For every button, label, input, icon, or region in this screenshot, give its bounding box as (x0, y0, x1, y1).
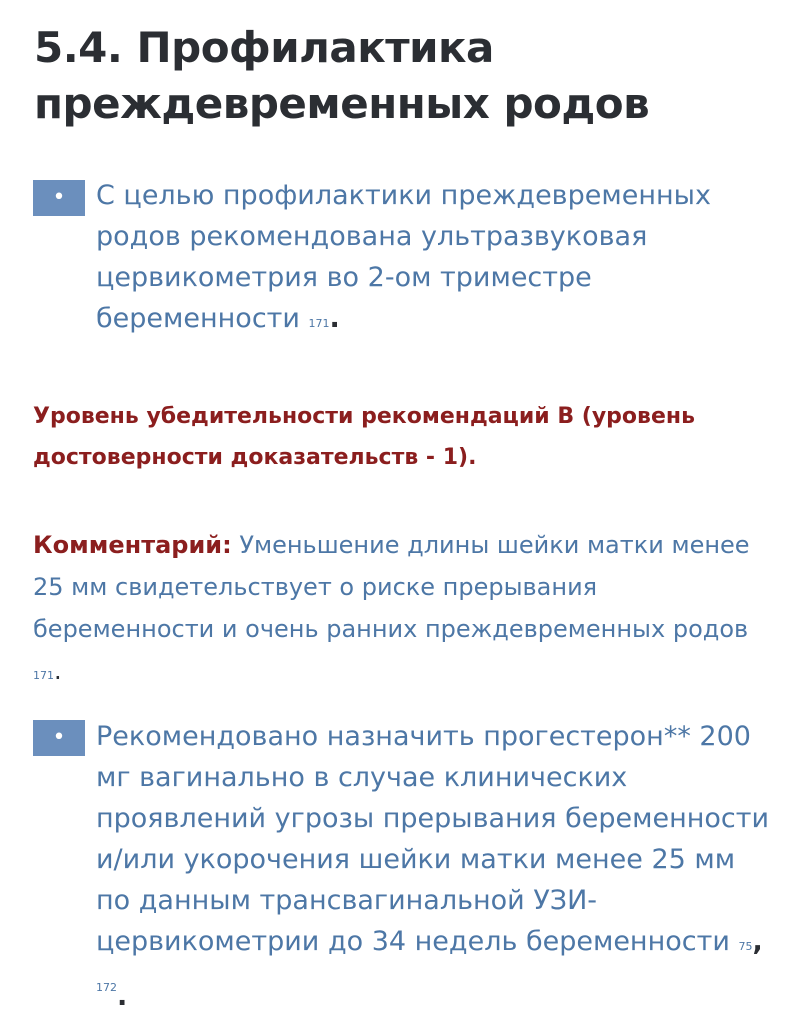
citation-link[interactable]: 75 (738, 940, 753, 953)
comment-label: Комментарий: (33, 531, 232, 559)
comment-text: Уменьшение длины шейки матки менее 25 мм свидетельствует о риске прерывания беременности и очень ранних преждевременных родов (33, 531, 750, 643)
section-title-line-2: преждевременных родов (34, 79, 650, 128)
recommendation-body-2: Рекомендовано назначить прогестерон** 200 мг вагинально в случае клинических проявлений угрозы прерывания беременности и/или укорочения шейки матки менее 25 мм по данным трансвагинальной УЗИ-цервикометрии до 34 недель беременности (96, 721, 770, 957)
section-title (34, 20, 774, 132)
recommendation-body-1: С целью профилактики преждевременных родов рекомендована ультразвуковая цервикометрия во 2-ом триместре беременности (96, 180, 711, 334)
sentence-end: . (54, 657, 62, 685)
sentence-end: . (117, 981, 128, 1012)
recommendation-text-1 (96, 175, 776, 344)
evidence-level-line-1: Уровень убедительности рекомендаций B (уровень (33, 404, 695, 429)
bullet-marker: • (33, 720, 85, 756)
bullet-marker: • (33, 180, 85, 216)
evidence-level-line-2: достоверности доказательств - 1). (33, 445, 477, 470)
evidence-level (33, 396, 773, 478)
recommendation-text-2 (96, 716, 776, 1017)
citation-link[interactable]: 171 (308, 317, 330, 330)
comment-paragraph (33, 524, 773, 697)
citation-link[interactable]: 171 (33, 669, 54, 682)
citation-separator: , (752, 926, 763, 957)
citation-link[interactable]: 172 (96, 981, 117, 994)
sentence-end: . (329, 303, 340, 334)
section-title-line-1: 5.4. Профилактика (34, 23, 494, 72)
